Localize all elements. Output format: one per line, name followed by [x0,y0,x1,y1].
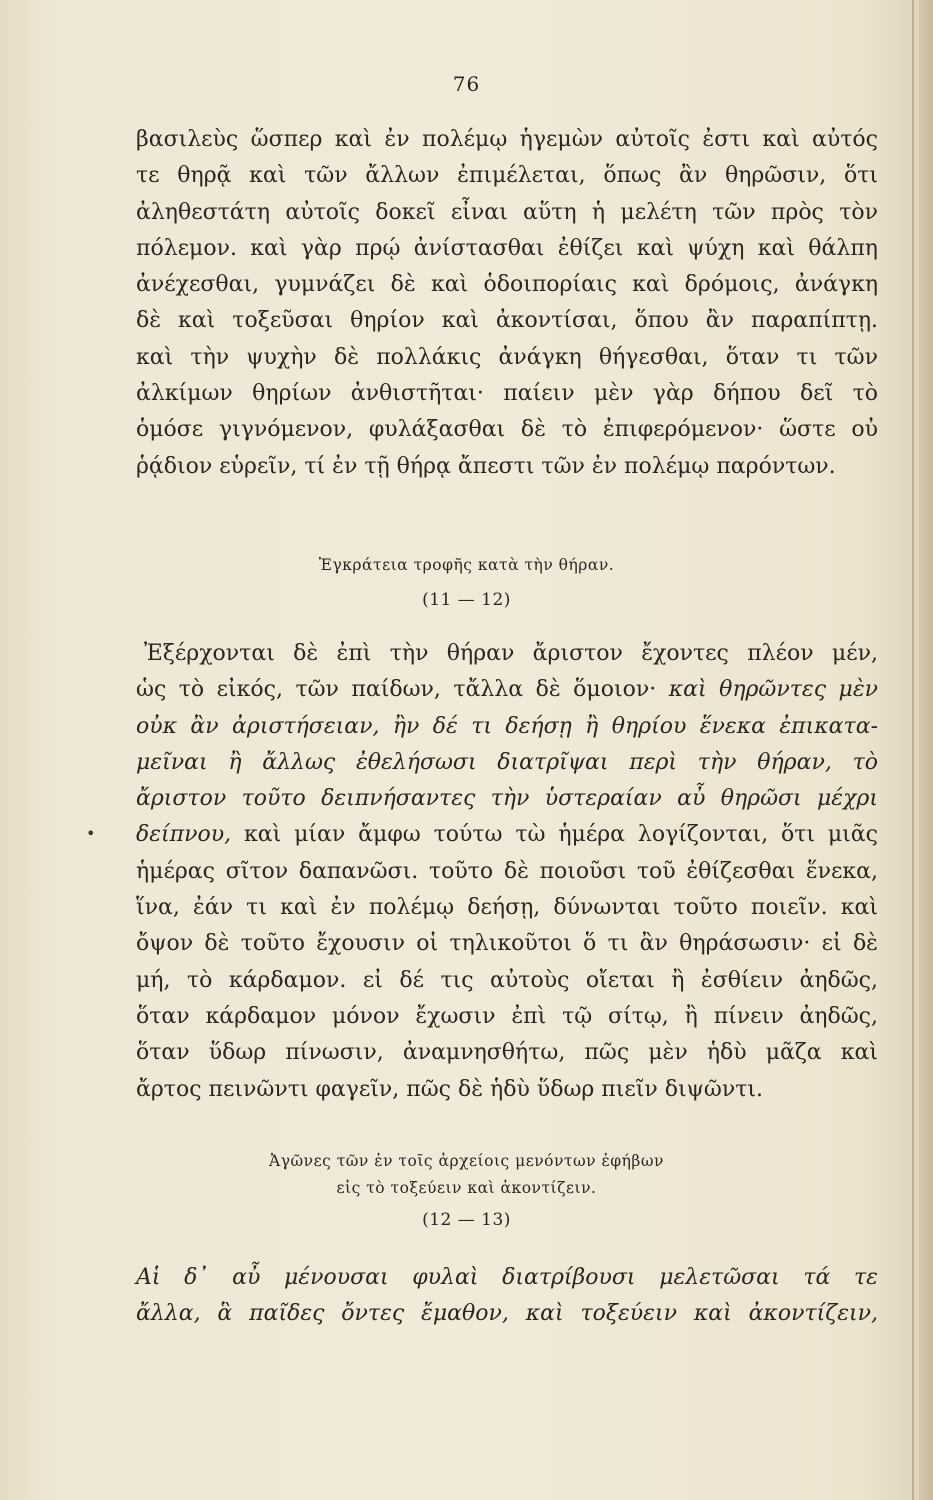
text-line: ἄλλα, ἃ παῖδες ὄντες ἔμαθον, καὶ τοξεύειν καὶ ἀκοντίζειν, [136,1301,878,1327]
text-line [136,781,878,817]
text-line [136,890,878,926]
text-line: ἀληθεστάτη αὐτοῖς δοκεῖ εἶναι αὕτη ἡ μελέτη τῶν πρὸς τὸν [136,199,878,225]
paragraph-3 [136,1260,878,1333]
text-line [136,745,878,781]
italic-text-segment: ἄριστον τοῦτο δειπνήσαντες τὴν ὑστεραίαν αὖ θηρῶσι μέχρι [136,786,878,812]
text-segment: ἄρτος πεινῶντι φαγεῖν, πῶς δὲ ἡδὺ ὕδωρ πιεῖν διψῶντι. [136,1076,764,1102]
page-edge-line [912,0,914,1500]
text-line [136,709,878,745]
text-segment: ὅταν κάρδαμον μόνον ἔχωσιν ἐπὶ τῷ σίτῳ, ἢ πίνειν ἀηδῶς, [136,1003,878,1029]
text-line: δὲ καὶ τοξεῦσαι θηρίον καὶ ἀκοντίσαι, ὅπου ἂν παραπίπτῃ. [136,308,878,334]
text-line [136,926,878,962]
text-line [136,817,878,853]
margin-asterisk-mark: • [86,824,96,843]
text-line: ἀνέχεσθαι, γυμνάζει δὲ καὶ ὁδοιπορίαις καὶ δρόμοις, ἀνάγκη [136,272,878,298]
text-segment: ὡς τὸ εἰκός, τῶν παίδων, τἄλλα δὲ ὅμοιον· [136,677,669,703]
section-reference-1: (11 — 12) [422,590,511,610]
text-line: πόλεμον. καὶ γὰρ πρῴ ἀνίστασθαι ἐθίζει καὶ ψύχη καὶ θάλπη [136,235,878,261]
text-line: τε θηρᾷ καὶ τῶν ἄλλων ἐπιμέλεται, ὅπως ἂν θηρῶσιν, ὅτι [136,163,878,189]
text-line: ἀλκίμων θηρίων ἀνθιστῆται· παίειν μὲν γὰρ δήπου δεῖ τὸ [136,381,878,407]
text-line: βασιλεὺς ὥσπερ καὶ ἐν πολέμῳ ἡγεμὼν αὐτοῖς ἐστι καὶ αὐτός [136,127,878,152]
text-line [136,1035,878,1071]
italic-text-segment: καὶ θηρῶντες μὲν [668,677,879,703]
paragraph-1 [136,122,878,485]
italic-text-segment: δείπνου, [136,822,245,848]
text-line: ῥᾴδιον εὑρεῖν, τί ἐν τῇ θήρᾳ ἄπεστι τῶν ἐν πολέμῳ παρόντων. [136,453,836,479]
text-line [136,999,878,1035]
text-line [136,636,878,672]
text-segment: Ἐξέρχονται δὲ ἐπὶ τὴν θήραν ἄριστον ἔχοντες πλέον μέν, [144,641,878,666]
text-segment: μή, τὸ κάρδαμον. εἰ δέ τις αὐτοὺς οἴεται ἢ ἐσθίειν ἀηδῶς, [136,967,878,993]
text-segment: καὶ μίαν ἄμφω τούτω τὼ ἡμέρα λογίζονται, ὅτι μιᾶς [244,822,878,848]
paragraph-2 [136,636,878,1108]
page-edge [919,0,933,1500]
text-segment: ὄψον δὲ τοῦτο ἔχουσιν οἱ τηλικοῦτοι ὅ τι ἂν θηράσωσιν· εἰ δὲ [136,931,878,957]
text-line: Αἱ δ᾽ αὖ μένουσαι φυλαὶ διατρίβουσι μελετῶσαι τά τε [136,1265,878,1290]
section-heading-2-line-2: εἰς τὸ τοξεύειν καὶ ἀκοντίζειν. [336,1179,597,1197]
text-line: καὶ τὴν ψυχὴν δὲ πολλάκις ἀνάγκη θήγεσθαι, ὅταν τι τῶν [136,344,878,370]
section-heading-2-line-1: Ἀγῶνες τῶν ἐν τοῖς ἀρχείοις μενόντων ἐφήβων [269,1152,664,1170]
section-reference-2: (12 — 13) [422,1210,511,1230]
page-number: 76 [452,72,481,96]
text-line [136,1072,878,1108]
italic-text-segment: οὐκ ἂν ἀριστήσειαν, ἢν δέ τι δεήσῃ ἢ θηρίου ἕνεκα ἐπικατα- [136,713,878,739]
text-segment: ὅταν ὕδωρ πίνωσιν, ἀναμνησθήτω, πῶς μὲν ἡδὺ μᾶζα καὶ [136,1040,878,1066]
text-segment: ἵνα, ἐάν τι καὶ ἐν πολέμῳ δεήσῃ, δύνωνται τοῦτο ποιεῖν. καὶ [136,895,878,921]
section-heading-1: Ἐγκράτεια τροφῆς κατὰ τὴν θήραν. [318,556,615,574]
text-segment: ἡμέρας σῖτον δαπανῶσι. τοῦτο δὲ ποιοῦσι τοῦ ἐθίζεσθαι ἕνεκα, [136,858,878,884]
text-line [136,963,878,999]
italic-text-segment: μεῖναι ἢ ἄλλως ἐθελήσωσι διατρῖψαι περὶ τὴν θήραν, τὸ [136,749,878,775]
text-line [136,854,878,890]
text-line: ὁμόσε γιγνόμενον, φυλάξασθαι δὲ τὸ ἐπιφερόμενον· ὥστε οὐ [136,417,878,443]
text-line [136,672,878,708]
